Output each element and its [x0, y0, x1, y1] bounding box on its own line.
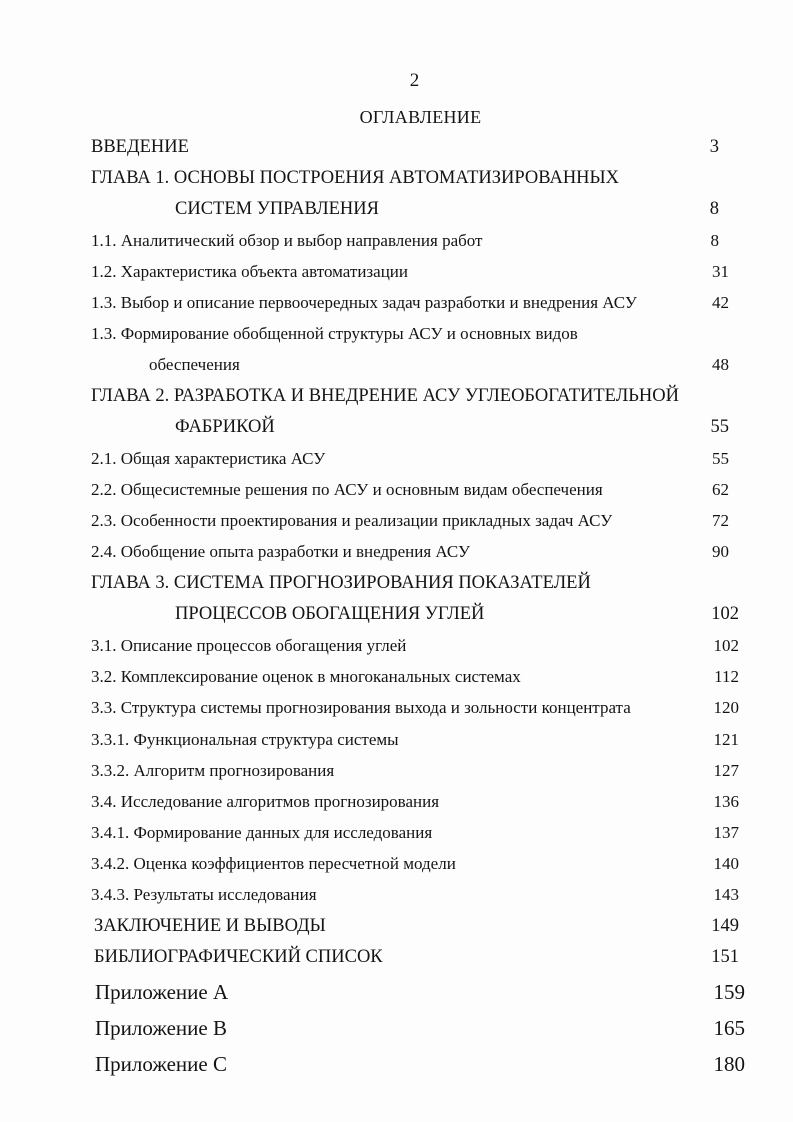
toc-entry-text: Приложение В — [95, 1016, 227, 1040]
toc-entry-1-3 — [0, 293, 793, 321]
toc-entry-chapter-2 — [0, 386, 793, 414]
toc-entry-appendix-a — [0, 980, 793, 1014]
toc-entry-conclusion — [0, 916, 793, 944]
toc-entry-page: 102 — [711, 604, 739, 624]
toc-title: ОГЛАВЛЕНИЕ — [359, 107, 482, 127]
toc-entry-page: 112 — [714, 667, 739, 686]
toc-entry-2-3 — [0, 511, 793, 539]
toc-entry-page: 102 — [713, 636, 739, 655]
toc-entry-3-3 — [0, 698, 793, 726]
toc-entry-page: 8 — [709, 199, 719, 219]
toc-entry-page: 149 — [711, 916, 739, 936]
toc-entry-page: 159 — [713, 980, 745, 1004]
toc-entry-text: 2.1. Общая характеристика АСУ — [91, 449, 326, 468]
toc-entry-text: 1.3. Формирование обобщенной структуры АСУ и основных видов — [91, 324, 578, 343]
toc-entry-chapter-3-cont — [0, 604, 793, 632]
toc-entry-text: Приложение С — [95, 1052, 227, 1076]
toc-entry-appendix-c — [0, 1052, 793, 1086]
toc-entry-1-3-b — [0, 324, 793, 352]
toc-entry-chapter-1 — [0, 168, 793, 196]
toc-entry-page: 55 — [710, 417, 729, 437]
toc-entry-page: 180 — [713, 1052, 745, 1076]
toc-entry-text: обеспечения — [149, 355, 240, 374]
toc-entry-text: ФАБРИКОЙ — [175, 417, 275, 437]
toc-entry-1-3-b-cont — [0, 355, 793, 383]
toc-entry-text: 3.4.3. Результаты исследования — [91, 885, 317, 904]
toc-entry-text: ГЛАВА 1. ОСНОВЫ ПОСТРОЕНИЯ АВТОМАТИЗИРОВАННЫХ — [91, 168, 620, 188]
toc-entry-introduction — [0, 137, 793, 165]
toc-entry-page: 62 — [712, 480, 729, 499]
toc-entry-text: 1.3. Выбор и описание первоочередных задач разработки и внедрения АСУ — [91, 293, 637, 312]
toc-entry-page: 8 — [710, 231, 719, 250]
toc-entry-3-3-1 — [0, 730, 793, 758]
toc-entry-page: 165 — [713, 1016, 745, 1040]
toc-entry-2-4 — [0, 542, 793, 570]
toc-entry-text: 1.1. Аналитический обзор и выбор направления работ — [91, 231, 483, 250]
toc-entry-2-1 — [0, 449, 793, 477]
toc-entry-appendix-b — [0, 1016, 793, 1050]
toc-entry-page: 127 — [713, 761, 739, 780]
toc-entry-page: 140 — [713, 854, 739, 873]
toc-entry-chapter-3 — [0, 573, 793, 601]
toc-entry-text: ГЛАВА 2. РАЗРАБОТКА И ВНЕДРЕНИЕ АСУ УГЛЕОБОГАТИТЕЛЬНОЙ — [91, 386, 679, 406]
toc-entry-text: СИСТЕМ УПРАВЛЕНИЯ — [175, 199, 379, 219]
toc-entry-text: 3.3. Структура системы прогнозирования выхода и зольности концентрата — [91, 698, 631, 717]
toc-entry-text: 3.4.2. Оценка коэффициентов пересчетной модели — [91, 854, 456, 873]
toc-entry-chapter-2-cont — [0, 417, 793, 445]
toc-entry-page: 55 — [712, 449, 729, 468]
toc-entry-page: 3 — [709, 137, 719, 157]
toc-entry-page: 48 — [712, 355, 729, 374]
toc-entry-page: 137 — [713, 823, 739, 842]
toc-entry-page: 120 — [713, 698, 739, 717]
toc-entry-text: ВВЕДЕНИЕ — [91, 137, 189, 157]
toc-entry-page: 72 — [712, 511, 729, 530]
toc-entry-chapter-1-cont — [0, 199, 793, 227]
toc-entry-3-4-3 — [0, 885, 793, 913]
toc-entry-1-2 — [0, 262, 793, 290]
toc-entry-3-4-1 — [0, 823, 793, 851]
toc-entry-page: 151 — [711, 947, 739, 967]
toc-entry-text: 2.3. Особенности проектирования и реализации прикладных задач АСУ — [91, 511, 613, 530]
toc-entry-3-1 — [0, 636, 793, 664]
toc-entry-3-3-2 — [0, 761, 793, 789]
toc-entry-text: 3.1. Описание процессов обогащения углей — [91, 636, 407, 655]
toc-entry-text: 2.4. Обобщение опыта разработки и внедрения АСУ — [91, 542, 471, 561]
toc-entry-3-4 — [0, 792, 793, 820]
toc-entry-text: 2.2. Общесистемные решения по АСУ и основным видам обеспечения — [91, 480, 603, 499]
toc-entry-page: 121 — [713, 730, 739, 749]
toc-entry-page: 90 — [712, 542, 729, 561]
toc-entry-3-2 — [0, 667, 793, 695]
toc-entry-text: 1.2. Характеристика объекта автоматизации — [91, 262, 408, 281]
toc-entry-text: Приложение А — [95, 980, 229, 1004]
toc-entry-page: 31 — [712, 262, 729, 281]
toc-entry-page: 42 — [712, 293, 729, 312]
toc-entry-text: 3.4. Исследование алгоритмов прогнозирования — [91, 792, 440, 811]
toc-entry-page: 136 — [713, 792, 739, 811]
toc-entry-3-4-2 — [0, 854, 793, 882]
toc-entry-1-1 — [0, 231, 793, 259]
toc-entry-text: ПРОЦЕССОВ ОБОГАЩЕНИЯ УГЛЕЙ — [175, 604, 485, 624]
toc-entry-page: 143 — [713, 885, 739, 904]
toc-entry-text: 3.3.2. Алгоритм прогнозирования — [91, 761, 335, 780]
toc-entry-2-2 — [0, 480, 793, 508]
toc-entry-text: 3.3.1. Функциональная структура системы — [91, 730, 399, 749]
toc-entry-text: 3.2. Комплексирование оценок в многоканальных системах — [91, 667, 521, 686]
toc-entry-text: ЗАКЛЮЧЕНИЕ И ВЫВОДЫ — [94, 916, 326, 936]
toc-entry-bibliography — [0, 947, 793, 975]
toc-entry-text: 3.4.1. Формирование данных для исследования — [91, 823, 433, 842]
toc-entry-text: ГЛАВА 3. СИСТЕМА ПРОГНОЗИРОВАНИЯ ПОКАЗАТЕЛЕЙ — [91, 573, 591, 593]
page-number: 2 — [409, 70, 420, 91]
toc-entry-text: БИБЛИОГРАФИЧЕСКИЙ СПИСОК — [94, 947, 383, 967]
